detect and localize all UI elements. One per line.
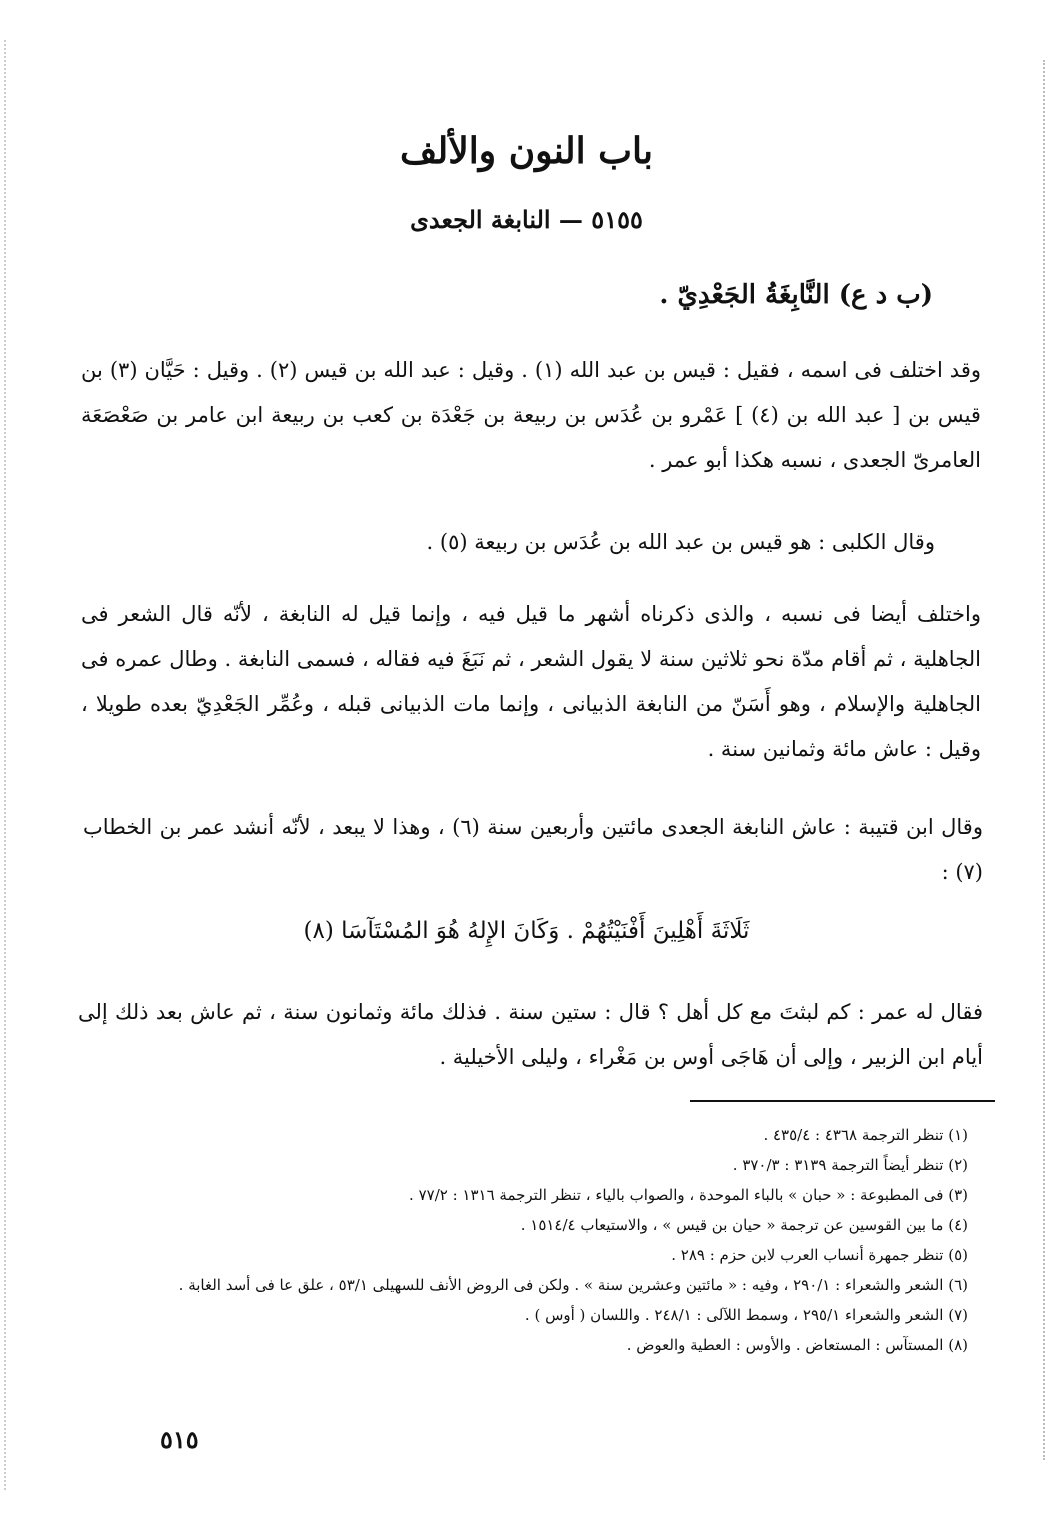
footnote: (٢) تنظر أيضاً الترجمة ٣١٣٩ : ٣٧٠/٣ . [732, 1156, 968, 1174]
entry-name-with-sigla: (ب د ع) النَّابِغَةُ الجَعْدِيّ . [659, 280, 933, 310]
footnote: (٣) فى المطبوعة : « حبان » بالباء الموحدة ، والصواب بالياء ، تنظر الترجمة ١٣١٦ : ٧٧/٢ . [409, 1186, 968, 1204]
footnotes-list [88, 1120, 968, 1360]
footnote: (٥) تنظر جمهرة أنساب العرب لابن حزم : ٢٨٩ . [671, 1246, 968, 1264]
footnote: (٧) الشعر والشعراء ٢٩٥/١ ، وسمط اللآلى : ٢٤٨/١ . واللسان ( أوس ) . [524, 1306, 968, 1324]
paragraph-nickname: واختلف أيضا فى نسبه ، والذى ذكرناه أشهر ما قيل فيه ، وإنما قيل له النابغة ، لأنّه قال الشعر فى الجاهلية ، ثم أقام مدّة نحو ثلاثين سنة لا يقول الشعر ، ثم نَبَغَ فيه فقاله ، فسمى النابغة . وطال عمره فى الجاهلية والإسلام ، وهو أَسَنّ من النابغة الذبيانى ، وإنما مات الذبيانى قبله ، وعُمِّر الجَعْدِيّ بعده طويلا ، وقيل : عاش مائة وثمانين سنة . [81, 602, 981, 761]
footnote: (٨) المستآس : المستعاض . والأوس : العطية والعوض . [626, 1336, 968, 1354]
scan-edge-left [4, 40, 12, 1490]
paragraph-umar-dialogue: فقال له عمر : كم لبثتَ مع كل أهل ؟ قال : ستين سنة . فذلك مائة وثمانون سنة ، ثم عاش بعد ذلك إلى أيام ابن الزبير ، وإلى أن هَاجَى أوس بن مَغْراء ، وليلى الأخيلية . [78, 1000, 983, 1069]
footnote: (٦) الشعر والشعراء : ٢٩٠/١ ، وفيه : « مائتين وعشرين سنة » . ولكن فى الروض الأنف للسهيلى ٥٣/١ ، علق عا فى أسد الغابة . [178, 1276, 968, 1294]
poetry-verse: ثَلَاثَةَ أَهْلِينَ أَفْنَيْتُهُمْ . وَكَانَ الإِلهُ هُوَ المُسْتَآسَا (٨) [303, 918, 750, 944]
footnote: (١) تنظر الترجمة ٤٣٦٨ : ٤٣٥/٤ . [763, 1126, 968, 1144]
chapter-title: باب النون والألف [400, 130, 653, 172]
entry-heading: ٥١٥٥ — النابغة الجعدى [410, 205, 643, 234]
footnote: (٤) ما بين القوسين عن ترجمة « حيان بن قيس » ، والاستيعاب ١٥١٤/٤ . [520, 1216, 968, 1234]
scan-edge-right [1037, 60, 1045, 1460]
paragraph-ibn-qutayba: وقال ابن قتيبة : عاش النابغة الجعدى مائتين وأربعين سنة (٦) ، وهذا لا يبعد ، لأنّه أنشد عمر بن الخطاب (٧) : [83, 815, 983, 884]
page-number: ٥١٥ [160, 1425, 199, 1454]
footnote-divider [690, 1100, 995, 1102]
paragraph-name-lineage: وقد اختلف فى اسمه ، فقيل : قيس بن عبد الله (١) . وقيل : عبد الله بن قيس (٢) . وقيل : حَيَّان (٣) بن قيس بن [ عبد الله بن (٤) ] عَمْرو بن عُدَس بن ربيعة بن جَعْدَة بن كعب بن ربيعة ابن عامر بن صَعْصَعَة العامرىّ الجعدى ، نسبه هكذا أبو عمر . [81, 358, 981, 472]
paragraph-kalbi: وقال الكلبى : هو قيس بن عبد الله بن عُدَس بن ربيعة (٥) . [426, 530, 935, 554]
